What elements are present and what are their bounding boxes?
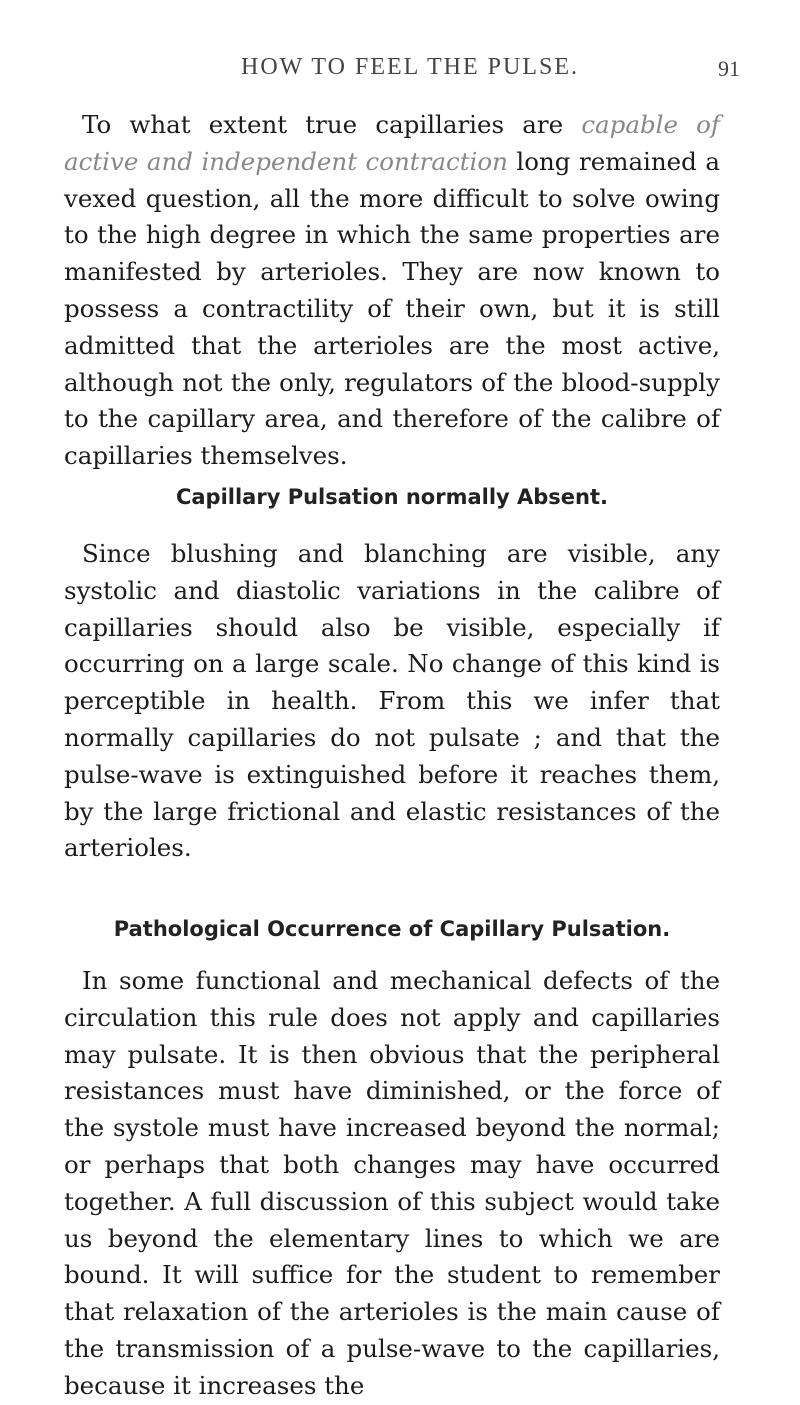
paragraph-pathological <box>64 963 720 1405</box>
section-heading-pathological: Pathological Occurrence of Capillary Pulsation. <box>113 917 671 941</box>
paragraph-text: In some functional and mechanical defects of the circulation this rule does not apply and capillaries may pulsate. It is then obvious that the peripheral resistances must have diminished, or the force of the systole must have increased beyond the normal; or perhaps that both changes may have occurred together. A full discussion of this subject would take us beyond the elementary lines to which we are bound. It will suffice for the student to remember that relaxation of the arterioles is the main cause of the transmission of a pulse-wave to the capillaries, because it increases the <box>64 966 720 1400</box>
running-head: HOW TO FEEL THE PULSE. <box>240 54 579 80</box>
paragraph-rest: long remained a vexed question, all the more difficult to solve owing to the high degree in which the same properties are manifested by arterioles. They are now known to possess a contractility of their own, but it is still admitted that the arterioles are the most active, although not the only, regulators of the blood-supply to the capillary area, and therefore of the calibre of capillaries themselves. <box>64 146 720 471</box>
paragraph-capillary-contraction <box>64 107 720 475</box>
italic-phrase: capable of active and independent contraction <box>64 110 720 176</box>
paragraph-text: Since blushing and blanching are visible, any systolic and diastolic variations in the calibre of capillaries should also be visible, especially if occurring on a large scale. No change of this kind is perceptible in health. From this we infer that normally capillaries do not pulsate ; and that the pulse-wave is extinguished before it reaches them, by the large frictional and elastic resistances of the arterioles. <box>64 539 720 863</box>
paragraph-normal-absence <box>64 536 720 867</box>
paragraph-lead: To what extent true capillaries are <box>82 110 582 139</box>
section-heading-normal: Capillary Pulsation normally Absent. <box>175 485 609 509</box>
page-number: 91 <box>718 56 740 81</box>
